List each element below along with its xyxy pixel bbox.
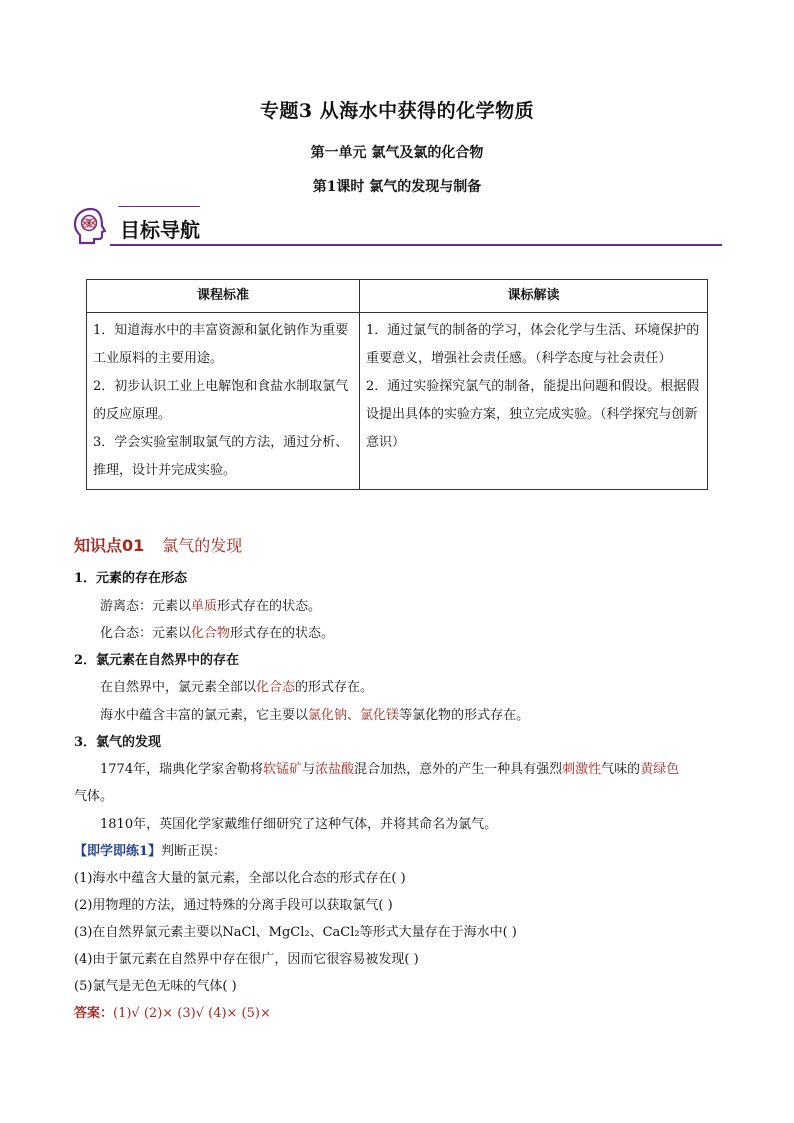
keyword: 化合态 (256, 680, 296, 695)
keyword: 氯化镁 (360, 708, 400, 723)
navigation-title: 目标导航 (120, 218, 200, 242)
banner-bottom-rule (110, 244, 722, 246)
unit-title: 第一单元 氯气及氯的化合物 (310, 145, 484, 161)
combined-state-definition (100, 622, 334, 641)
text-span: 游离态：元素以 (100, 599, 192, 614)
goal-navigation-banner (72, 204, 722, 248)
paragraph-continuation: 气体。 (74, 789, 114, 804)
lesson-title: 第1课时 氯气的发现与制备 (312, 179, 482, 195)
text-span: 气味的 (601, 762, 641, 777)
curriculum-standards-table (86, 279, 708, 490)
practice-prompt: 判断正误： (161, 844, 227, 859)
text-span: 等氯化物的形式存在。 (399, 708, 530, 723)
practice-item: (5)氯气是无色无味的气体( ) (74, 979, 237, 994)
practice-item: (3)在自然界氯元素主要以NaCl、MgCl₂、CaCl₂等形式大量存在于海水中( ) (74, 925, 517, 940)
text-span: 形式存在的状态。 (217, 599, 322, 614)
section-heading: 3．氯气的发现 (74, 735, 162, 750)
answer-line (74, 1002, 271, 1021)
paragraph: 1810年，英国化学家戴维仔细研究了这种气体，并将其命名为氯气。 (100, 817, 498, 832)
paragraph (100, 758, 679, 777)
knowledge-point-title: 氯气的发现 (162, 536, 243, 555)
standard-item: 1．知道海水中的丰富资源和氯化钠作为重要工业原料的主要用途。 (93, 323, 349, 366)
keyword: 氯化钠 (308, 708, 348, 723)
table-row (87, 313, 708, 490)
keyword: 黄绿色 (640, 762, 680, 777)
keyword: 单质 (191, 599, 218, 614)
paragraph (100, 704, 529, 723)
banner-top-rule (118, 206, 200, 207)
keyword: 刺激性 (562, 762, 602, 777)
column-header-interpretation: 课标解读 (360, 280, 708, 313)
standard-item: 2．初步认识工业上电解饱和食盐水制取氯气的反应原理。 (93, 379, 349, 422)
practice-item: (1)海水中蕴含大量的氯元素，全部以化合态的形式存在( ) (74, 871, 406, 886)
text-span: 1774年，瑞典化学家舍勒将 (100, 762, 264, 777)
text-span: 混合加热，意外的产生一种具有强烈 (354, 762, 563, 777)
text-span: 化合态：元素以 (100, 626, 192, 641)
standards-cell (87, 313, 360, 490)
knowledge-point-label: 知识点01 (74, 536, 145, 555)
text-span: 与 (302, 762, 316, 777)
practice-label: 【即学即练1】 (74, 844, 162, 859)
section-heading: 2．氯元素在自然界中的存在 (74, 653, 240, 668)
knowledge-point-heading (74, 533, 242, 556)
interpretation-cell (360, 313, 708, 490)
text-span: 海水中蕴含丰富的氯元素，它主要以 (100, 708, 309, 723)
text-span: 形式存在的状态。 (230, 626, 335, 641)
column-header-standards: 课程标准 (87, 280, 360, 313)
answer-label: 答案： (74, 1006, 114, 1021)
standard-item: 3．学会实验室制取氯气的方法，通过分析、推理，设计并完成实验。 (93, 435, 349, 478)
keyword: 化合物 (191, 626, 231, 641)
paragraph (100, 676, 373, 695)
practice-item: (2)用物理的方法，通过特殊的分离手段可以获取氯气( ) (74, 898, 393, 913)
practice-item: (4)由于氯元素在自然界中存在很广，因而它很容易被发现( ) (74, 952, 419, 967)
interpretation-item: 2．通过实验探究氯气的制备，能提出问题和假设。根据假设提出具体的实验方案，独立完成实验。（科学探究与创新意识） (366, 379, 700, 450)
answer-values: (1)√ (2)× (3)√ (4)× (5)× (113, 1006, 271, 1021)
document-title: 专题3 从海水中获得的化学物质 (259, 100, 535, 122)
text-span: 的形式存在。 (295, 680, 374, 695)
science-brain-icon (72, 206, 110, 246)
keyword: 浓盐酸 (315, 762, 355, 777)
section-heading: 1．元素的存在形态 (74, 571, 188, 586)
keyword: 软锰矿 (263, 762, 303, 777)
interpretation-item: 1．通过氯气的制备的学习，体会化学与生活、环境保护的重要意义，增强社会责任感。（科学态度与社会责任） (366, 323, 700, 366)
table-header-row (87, 280, 708, 313)
text-span: 在自然界中，氯元素全部以 (100, 680, 257, 695)
practice-heading (74, 840, 226, 859)
free-state-definition (100, 595, 321, 614)
text-span: 、 (347, 708, 361, 723)
